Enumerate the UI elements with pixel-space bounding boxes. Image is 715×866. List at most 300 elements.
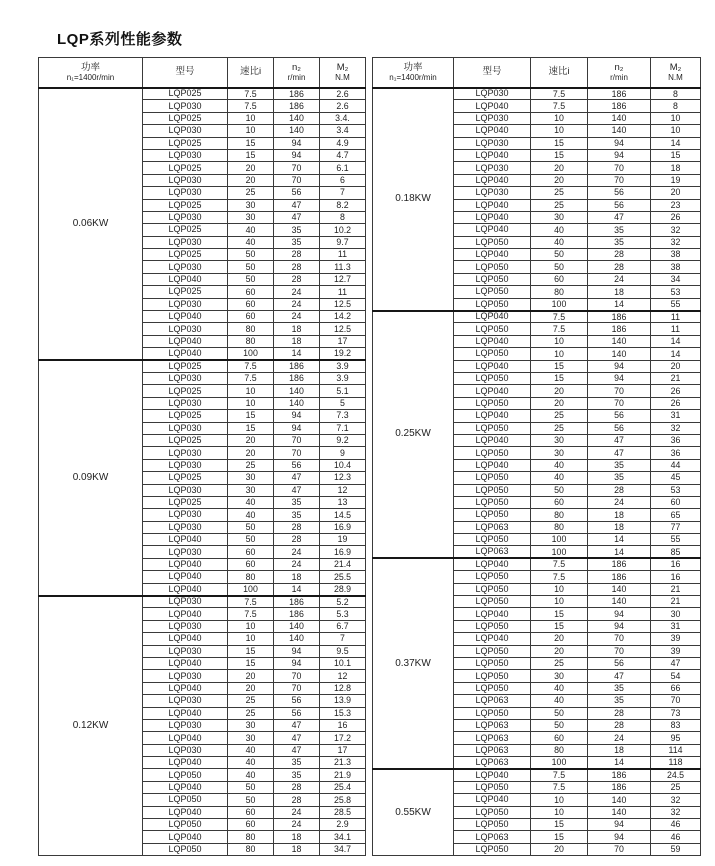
- m2-cell: 9.7: [320, 236, 366, 248]
- ratio-cell: 20: [531, 633, 588, 645]
- m2-cell: 16.9: [320, 546, 366, 558]
- m2-cell: 25.4: [320, 781, 366, 793]
- ratio-cell: 25: [228, 707, 274, 719]
- m2-cell: 31: [651, 620, 701, 632]
- n2-cell: 28: [274, 794, 320, 806]
- n2-cell: 140: [588, 583, 651, 595]
- ratio-cell: 10: [228, 385, 274, 397]
- ratio-cell: 7.5: [228, 372, 274, 384]
- model-cell: LQP030: [454, 88, 531, 100]
- model-cell: LQP025: [143, 199, 228, 211]
- n2-cell: 56: [588, 657, 651, 669]
- model-cell: LQP025: [143, 385, 228, 397]
- ratio-cell: 10: [228, 125, 274, 137]
- model-cell: LQP040: [143, 608, 228, 620]
- n2-cell: 70: [274, 434, 320, 446]
- page-title: LQP系列性能参数: [57, 31, 183, 48]
- ratio-cell: 40: [531, 682, 588, 694]
- model-cell: LQP030: [143, 125, 228, 137]
- model-cell: LQP040: [143, 348, 228, 360]
- model-cell: LQP040: [143, 732, 228, 744]
- n2-cell: 140: [274, 385, 320, 397]
- model-cell: LQP030: [143, 397, 228, 409]
- ratio-cell: 15: [531, 372, 588, 384]
- m2-cell: 16: [651, 558, 701, 570]
- power-cell: 0.55KW: [373, 769, 454, 856]
- ratio-cell: 15: [228, 657, 274, 669]
- m2-cell: 3.9: [320, 372, 366, 384]
- model-cell: LQP030: [143, 100, 228, 112]
- m2-cell: 32: [651, 224, 701, 236]
- n2-cell: 70: [588, 633, 651, 645]
- ratio-cell: 10: [531, 348, 588, 360]
- n2-cell: 70: [274, 682, 320, 694]
- ratio-cell: 80: [531, 509, 588, 521]
- m2-cell: 7.1: [320, 422, 366, 434]
- ratio-cell: 10: [531, 596, 588, 608]
- n2-cell: 35: [588, 224, 651, 236]
- table-body-right: [373, 88, 701, 856]
- n2-cell: 35: [588, 236, 651, 248]
- model-cell: LQP050: [454, 509, 531, 521]
- m2-cell: 10.4: [320, 459, 366, 471]
- m2-cell: 55: [651, 534, 701, 546]
- m2-cell: 12: [320, 670, 366, 682]
- ratio-cell: 40: [228, 236, 274, 248]
- ratio-cell: 100: [531, 546, 588, 558]
- model-cell: LQP050: [454, 484, 531, 496]
- model-cell: LQP040: [454, 174, 531, 186]
- m2-cell: 12.5: [320, 323, 366, 335]
- m2-cell: 26: [651, 397, 701, 409]
- m2-cell: 9.5: [320, 645, 366, 657]
- m2-cell: 10.1: [320, 657, 366, 669]
- n2-cell: 70: [274, 447, 320, 459]
- m2-cell: 12: [320, 484, 366, 496]
- m2-cell: 11: [320, 249, 366, 261]
- model-cell: LQP050: [454, 372, 531, 384]
- m2-cell: 25.8: [320, 794, 366, 806]
- n2-cell: 18: [588, 509, 651, 521]
- n2-cell: 140: [274, 125, 320, 137]
- m2-cell: 2.9: [320, 819, 366, 831]
- n2-cell: 94: [588, 831, 651, 843]
- model-cell: LQP050: [454, 534, 531, 546]
- model-cell: LQP050: [454, 286, 531, 298]
- m2-cell: 3.4.: [320, 112, 366, 124]
- ratio-cell: 100: [228, 348, 274, 360]
- m2-cell: 83: [651, 719, 701, 731]
- model-cell: LQP063: [454, 546, 531, 558]
- m2-cell: 65: [651, 509, 701, 521]
- model-cell: LQP030: [143, 149, 228, 161]
- model-cell: LQP025: [143, 112, 228, 124]
- n2-cell: 35: [588, 472, 651, 484]
- header-n2: n₂ r/min: [274, 58, 320, 88]
- m2-cell: 21: [651, 372, 701, 384]
- spec-table-right: [372, 57, 701, 856]
- header-power: 功率 n₁=1400r/min: [39, 58, 143, 88]
- model-cell: LQP063: [454, 695, 531, 707]
- n2-cell: 56: [274, 459, 320, 471]
- model-cell: LQP040: [143, 806, 228, 818]
- n2-cell: 186: [588, 311, 651, 323]
- n2-cell: 14: [588, 757, 651, 769]
- m2-cell: 16: [320, 719, 366, 731]
- n2-cell: 140: [588, 806, 651, 818]
- n2-cell: 35: [274, 236, 320, 248]
- model-cell: LQP040: [454, 125, 531, 137]
- m2-cell: 21.3: [320, 757, 366, 769]
- power-cell: 0.18KW: [373, 88, 454, 311]
- model-cell: LQP040: [454, 199, 531, 211]
- m2-cell: 53: [651, 286, 701, 298]
- m2-cell: 24.5: [651, 769, 701, 781]
- model-cell: LQP030: [143, 422, 228, 434]
- ratio-cell: 7.5: [228, 596, 274, 608]
- n2-cell: 18: [274, 843, 320, 855]
- ratio-cell: 60: [228, 558, 274, 570]
- model-cell: LQP040: [143, 558, 228, 570]
- model-cell: LQP030: [454, 137, 531, 149]
- ratio-cell: 15: [531, 149, 588, 161]
- model-cell: LQP030: [143, 484, 228, 496]
- m2-cell: 31: [651, 410, 701, 422]
- n2-cell: 70: [588, 397, 651, 409]
- ratio-cell: 20: [531, 397, 588, 409]
- m2-cell: 5.1: [320, 385, 366, 397]
- n2-cell: 18: [588, 744, 651, 756]
- ratio-cell: 40: [228, 224, 274, 236]
- header-n2: n₂ r/min: [588, 58, 651, 88]
- m2-cell: 32: [651, 806, 701, 818]
- model-cell: LQP040: [143, 657, 228, 669]
- m2-cell: 21.4: [320, 558, 366, 570]
- ratio-cell: 80: [531, 286, 588, 298]
- n2-cell: 186: [588, 571, 651, 583]
- m2-cell: 11: [320, 286, 366, 298]
- model-cell: LQP040: [143, 682, 228, 694]
- ratio-cell: 30: [531, 211, 588, 223]
- model-cell: LQP030: [143, 298, 228, 310]
- m2-cell: 20: [651, 187, 701, 199]
- ratio-cell: 60: [228, 311, 274, 323]
- ratio-cell: 40: [228, 744, 274, 756]
- n2-cell: 47: [274, 484, 320, 496]
- model-cell: LQP050: [454, 806, 531, 818]
- n2-cell: 14: [274, 583, 320, 595]
- n2-cell: 28: [274, 781, 320, 793]
- model-cell: LQP030: [143, 211, 228, 223]
- model-cell: LQP063: [454, 744, 531, 756]
- ratio-cell: 50: [228, 521, 274, 533]
- n2-cell: 35: [274, 224, 320, 236]
- n2-cell: 186: [588, 323, 651, 335]
- m2-cell: 54: [651, 670, 701, 682]
- n2-cell: 140: [588, 335, 651, 347]
- m2-cell: 17: [320, 335, 366, 347]
- m2-cell: 14: [651, 335, 701, 347]
- n2-cell: 35: [274, 509, 320, 521]
- m2-cell: 32: [651, 422, 701, 434]
- n2-cell: 28: [588, 249, 651, 261]
- n2-cell: 140: [588, 112, 651, 124]
- m2-cell: 55: [651, 298, 701, 310]
- model-cell: LQP025: [143, 496, 228, 508]
- model-cell: LQP050: [454, 323, 531, 335]
- n2-cell: 47: [588, 447, 651, 459]
- model-cell: LQP030: [143, 261, 228, 273]
- model-cell: LQP063: [454, 757, 531, 769]
- ratio-cell: 25: [531, 410, 588, 422]
- ratio-cell: 40: [228, 769, 274, 781]
- n2-cell: 14: [588, 534, 651, 546]
- n2-cell: 70: [588, 843, 651, 855]
- n2-cell: 14: [274, 348, 320, 360]
- n2-cell: 140: [588, 794, 651, 806]
- m2-cell: 8: [320, 211, 366, 223]
- model-cell: LQP040: [143, 335, 228, 347]
- model-cell: LQP063: [454, 521, 531, 533]
- m2-cell: 7: [320, 633, 366, 645]
- n2-cell: 186: [274, 360, 320, 372]
- ratio-cell: 25: [531, 199, 588, 211]
- ratio-cell: 60: [228, 806, 274, 818]
- spec-tables: [38, 57, 701, 856]
- model-cell: LQP050: [454, 273, 531, 285]
- ratio-cell: 30: [228, 211, 274, 223]
- power-cell: 0.25KW: [373, 311, 454, 559]
- n2-cell: 14: [588, 546, 651, 558]
- model-cell: LQP050: [143, 769, 228, 781]
- ratio-cell: 60: [531, 732, 588, 744]
- m2-cell: 36: [651, 434, 701, 446]
- model-cell: LQP040: [454, 769, 531, 781]
- model-cell: LQP040: [143, 571, 228, 583]
- ratio-cell: 25: [531, 657, 588, 669]
- n2-cell: 56: [588, 187, 651, 199]
- m2-cell: 21.9: [320, 769, 366, 781]
- model-cell: LQP050: [454, 645, 531, 657]
- model-cell: LQP025: [143, 88, 228, 100]
- model-cell: LQP040: [454, 211, 531, 223]
- n2-cell: 186: [274, 372, 320, 384]
- m2-cell: 46: [651, 831, 701, 843]
- n2-cell: 14: [588, 298, 651, 310]
- m2-cell: 4.9: [320, 137, 366, 149]
- ratio-cell: 10: [531, 794, 588, 806]
- n2-cell: 28: [588, 261, 651, 273]
- m2-cell: 34: [651, 273, 701, 285]
- model-cell: LQP025: [143, 472, 228, 484]
- n2-cell: 18: [274, 571, 320, 583]
- n2-cell: 94: [588, 620, 651, 632]
- m2-cell: 10: [651, 112, 701, 124]
- table-row: [373, 311, 701, 323]
- m2-cell: 23: [651, 199, 701, 211]
- m2-cell: 30: [651, 608, 701, 620]
- ratio-cell: 20: [228, 447, 274, 459]
- header-power: 功率 n₁=1400r/min: [373, 58, 454, 88]
- model-cell: LQP050: [454, 781, 531, 793]
- ratio-cell: 20: [228, 670, 274, 682]
- ratio-cell: 7.5: [531, 100, 588, 112]
- n2-cell: 70: [274, 670, 320, 682]
- ratio-cell: 10: [531, 112, 588, 124]
- model-cell: LQP040: [454, 410, 531, 422]
- model-cell: LQP040: [454, 249, 531, 261]
- n2-cell: 47: [274, 732, 320, 744]
- ratio-cell: 40: [228, 509, 274, 521]
- ratio-cell: 15: [228, 422, 274, 434]
- model-cell: LQP030: [143, 372, 228, 384]
- m2-cell: 12.8: [320, 682, 366, 694]
- ratio-cell: 50: [228, 534, 274, 546]
- model-cell: LQP030: [143, 509, 228, 521]
- ratio-cell: 40: [531, 236, 588, 248]
- model-cell: LQP050: [454, 620, 531, 632]
- model-cell: LQP050: [454, 261, 531, 273]
- ratio-cell: 15: [531, 819, 588, 831]
- ratio-cell: 100: [531, 534, 588, 546]
- model-cell: LQP030: [143, 620, 228, 632]
- model-cell: LQP025: [143, 224, 228, 236]
- ratio-cell: 50: [531, 249, 588, 261]
- ratio-cell: 10: [531, 125, 588, 137]
- model-cell: LQP050: [454, 496, 531, 508]
- n2-cell: 70: [588, 162, 651, 174]
- m2-cell: 10.2: [320, 224, 366, 236]
- n2-cell: 24: [274, 298, 320, 310]
- spec-table-left: [38, 57, 366, 856]
- n2-cell: 186: [588, 558, 651, 570]
- n2-cell: 24: [274, 558, 320, 570]
- m2-cell: 8.2: [320, 199, 366, 211]
- ratio-cell: 7.5: [228, 88, 274, 100]
- m2-cell: 39: [651, 633, 701, 645]
- n2-cell: 24: [588, 496, 651, 508]
- model-cell: LQP030: [143, 719, 228, 731]
- model-cell: LQP050: [454, 657, 531, 669]
- m2-cell: 19.2: [320, 348, 366, 360]
- m2-cell: 16.9: [320, 521, 366, 533]
- m2-cell: 14.5: [320, 509, 366, 521]
- m2-cell: 3.9: [320, 360, 366, 372]
- model-cell: LQP040: [143, 273, 228, 285]
- n2-cell: 28: [588, 484, 651, 496]
- ratio-cell: 10: [228, 397, 274, 409]
- n2-cell: 28: [274, 534, 320, 546]
- model-cell: LQP025: [143, 410, 228, 422]
- m2-cell: 6.1: [320, 162, 366, 174]
- model-cell: LQP040: [454, 558, 531, 570]
- m2-cell: 12.3: [320, 472, 366, 484]
- model-cell: LQP063: [454, 831, 531, 843]
- model-cell: LQP040: [143, 534, 228, 546]
- n2-cell: 24: [588, 273, 651, 285]
- n2-cell: 186: [274, 88, 320, 100]
- header-model: 型号: [454, 58, 531, 88]
- ratio-cell: 7.5: [531, 88, 588, 100]
- n2-cell: 56: [588, 422, 651, 434]
- n2-cell: 186: [274, 608, 320, 620]
- m2-cell: 19: [651, 174, 701, 186]
- model-cell: LQP025: [143, 360, 228, 372]
- n2-cell: 94: [588, 608, 651, 620]
- ratio-cell: 40: [531, 695, 588, 707]
- n2-cell: 28: [588, 707, 651, 719]
- model-cell: LQP040: [143, 831, 228, 843]
- m2-cell: 60: [651, 496, 701, 508]
- ratio-cell: 50: [531, 484, 588, 496]
- m2-cell: 12.5: [320, 298, 366, 310]
- m2-cell: 73: [651, 707, 701, 719]
- m2-cell: 2.6: [320, 88, 366, 100]
- ratio-cell: 40: [228, 757, 274, 769]
- n2-cell: 24: [274, 546, 320, 558]
- m2-cell: 39: [651, 645, 701, 657]
- n2-cell: 56: [588, 410, 651, 422]
- m2-cell: 45: [651, 472, 701, 484]
- model-cell: LQP040: [454, 149, 531, 161]
- n2-cell: 24: [274, 806, 320, 818]
- m2-cell: 53: [651, 484, 701, 496]
- ratio-cell: 7.5: [531, 311, 588, 323]
- ratio-cell: 25: [228, 187, 274, 199]
- model-cell: LQP050: [143, 843, 228, 855]
- ratio-cell: 15: [531, 608, 588, 620]
- m2-cell: 66: [651, 682, 701, 694]
- model-cell: LQP030: [143, 323, 228, 335]
- ratio-cell: 7.5: [228, 608, 274, 620]
- table-body-left: [39, 88, 366, 856]
- n2-cell: 94: [274, 422, 320, 434]
- m2-cell: 19: [320, 534, 366, 546]
- m2-cell: 9.2: [320, 434, 366, 446]
- ratio-cell: 80: [228, 323, 274, 335]
- ratio-cell: 30: [531, 670, 588, 682]
- model-cell: LQP050: [454, 348, 531, 360]
- model-cell: LQP040: [143, 781, 228, 793]
- n2-cell: 140: [274, 112, 320, 124]
- ratio-cell: 60: [228, 546, 274, 558]
- ratio-cell: 80: [228, 831, 274, 843]
- n2-cell: 47: [274, 211, 320, 223]
- n2-cell: 47: [274, 199, 320, 211]
- ratio-cell: 20: [531, 385, 588, 397]
- n2-cell: 94: [588, 372, 651, 384]
- n2-cell: 47: [274, 472, 320, 484]
- ratio-cell: 25: [531, 187, 588, 199]
- ratio-cell: 60: [228, 819, 274, 831]
- model-cell: LQP050: [454, 397, 531, 409]
- m2-cell: 14: [651, 348, 701, 360]
- n2-cell: 35: [274, 757, 320, 769]
- model-cell: LQP030: [143, 521, 228, 533]
- n2-cell: 56: [274, 707, 320, 719]
- n2-cell: 70: [588, 645, 651, 657]
- m2-cell: 25.5: [320, 571, 366, 583]
- ratio-cell: 10: [228, 620, 274, 632]
- ratio-cell: 20: [531, 843, 588, 855]
- model-cell: LQP030: [143, 695, 228, 707]
- m2-cell: 20: [651, 360, 701, 372]
- model-cell: LQP025: [143, 162, 228, 174]
- ratio-cell: 80: [228, 335, 274, 347]
- n2-cell: 28: [274, 249, 320, 261]
- ratio-cell: 20: [531, 645, 588, 657]
- table-header: [39, 58, 366, 88]
